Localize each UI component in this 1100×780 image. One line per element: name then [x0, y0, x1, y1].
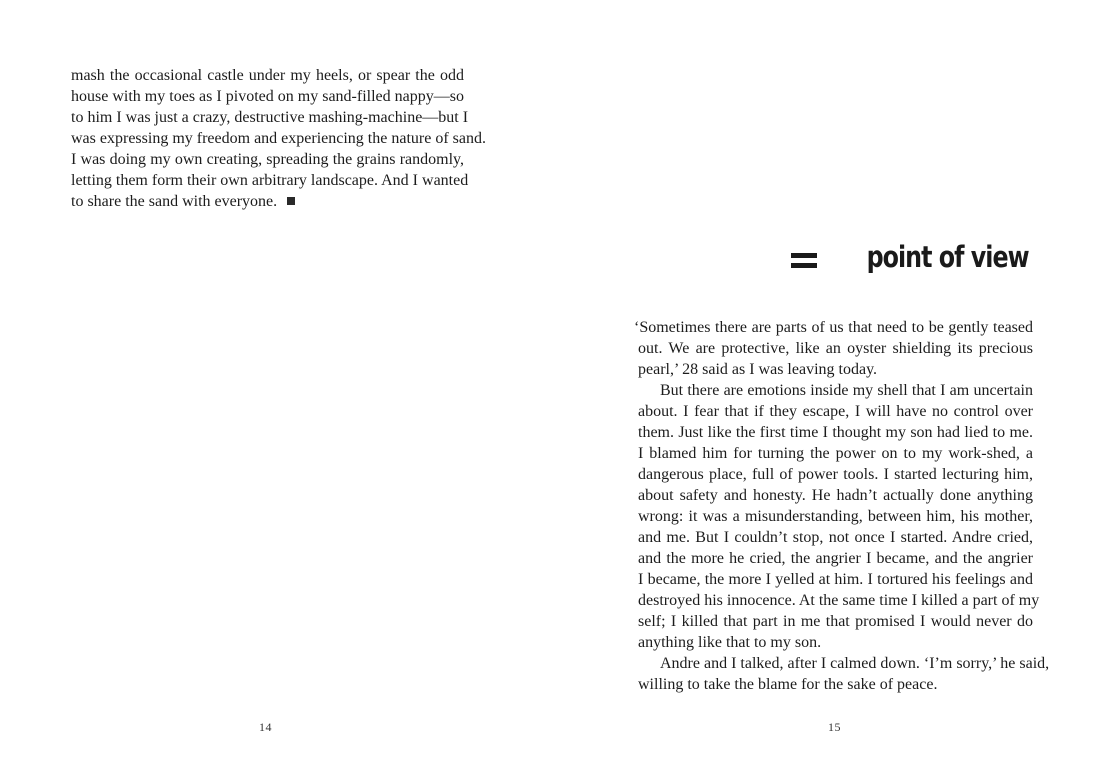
text-line: and the more he cried, the angrier I became, and the angrier	[638, 550, 1033, 567]
text-line: and me. But I couldn’t stop, not once I started. Andre cried,	[638, 529, 1033, 546]
text-line: destroyed his innocence. At the same time I killed a part of my	[638, 592, 1040, 609]
text-line: them. Just like the first time I thought my son had lied to me.	[638, 424, 1033, 441]
text-line-with-end-mark	[71, 191, 464, 212]
equals-icon	[791, 253, 817, 269]
right-page	[550, 0, 1100, 780]
text-line: I blamed him for turning the power on to my work-shed, a	[638, 445, 1033, 462]
text-line: about safety and honesty. He hadn’t actually done anything	[638, 487, 1033, 504]
text-line: willing to take the blame for the sake of peace.	[638, 676, 938, 693]
text-line: I became, the more I yelled at him. I tortured his feelings and	[638, 571, 1033, 588]
text-line: letting them form their own arbitrary landscape. And I wanted	[71, 172, 469, 189]
text-line: house with my toes as I pivoted on my sand-filled nappy—so	[71, 88, 464, 105]
left-page-body-text	[71, 65, 486, 212]
page-number: 14	[259, 720, 272, 734]
end-of-section-square-icon	[287, 197, 295, 205]
page-number: 15	[828, 720, 841, 734]
text-line: Andre and I talked, after I calmed down. ‘I’m sorry,’ he said,	[660, 655, 1050, 672]
text-line: I was doing my own creating, spreading the grains randomly,	[71, 151, 464, 168]
section-title: point of view	[866, 240, 1029, 274]
text-line: to share the sand with everyone.	[71, 193, 278, 210]
text-line: But there are emotions inside my shell that I am uncertain	[660, 382, 1033, 399]
text-line: mash the occasional castle under my heels, or spear the odd	[71, 67, 464, 84]
right-page-body-text	[634, 317, 1050, 695]
text-line: about. I fear that if they escape, I will have no control over	[638, 403, 1033, 420]
text-line: anything like that to my son.	[638, 634, 822, 651]
section-heading	[791, 240, 1029, 274]
text-line: dangerous place, full of power tools. I started lecturing him,	[638, 466, 1033, 483]
text-line: wrong: it was a misunderstanding, between him, his mother,	[638, 508, 1033, 525]
text-line: self; I killed that part in me that promised I would never do	[638, 613, 1033, 630]
text-line: was expressing my freedom and experiencing the nature of sand.	[71, 130, 486, 147]
text-line: pearl,’ 28 said as I was leaving today.	[638, 361, 878, 378]
text-line: ‘Sometimes there are parts of us that need to be gently teased	[634, 319, 1033, 336]
text-line: to him I was just a crazy, destructive mashing-machine—but I	[71, 109, 469, 126]
text-line: out. We are protective, like an oyster shielding its precious	[638, 340, 1033, 357]
